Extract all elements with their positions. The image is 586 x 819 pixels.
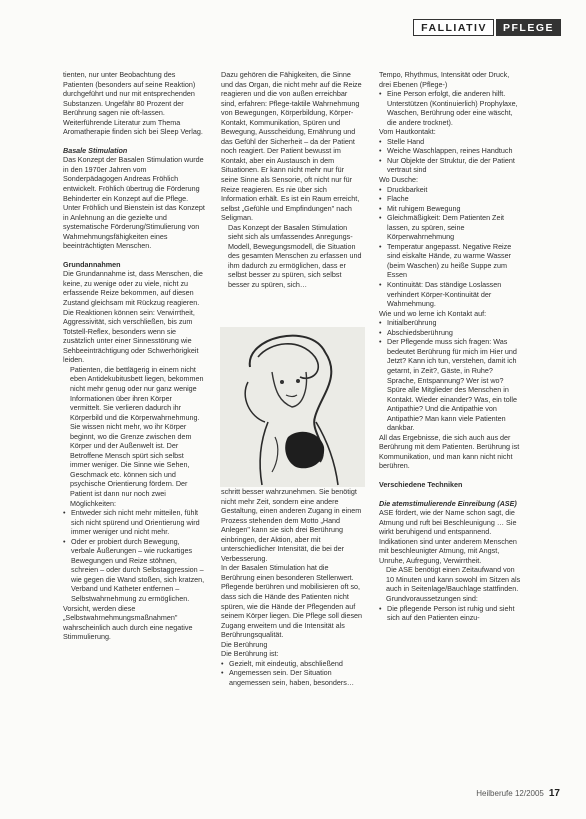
bullet-item: • Entweder sich nicht mehr mitteilen, fühlt sich nicht spürend und Orientierung wird immer weniger und nicht mehr. — [63, 508, 205, 537]
paragraph: Dazu gehören die Fähigkeiten, die Sinne und das Organ, die nicht mehr auf die Reize reagieren und die von außen erreichbar sind, erfahren: Pflege-taktile Wahrnehmung von Bewegungen, Körperbildung, Körper-Kontakt, Kommunikation, Spüren und Bewegung, Ausscheidung, Ernährung und das Gefühl der Sicherheit – da der Patient noch reagiert. Der Patient bewusst im Kontakt, aber ein Austausch in dem Situationen. Er kann nicht mehr nur für seine Sinne als Sensorie, oft nicht nur für Reize reagieren. Es nie über sich Information erhält. Es ist ein Raum erreicht, selbst „Gefühle und Empfindungen" nach Seligman. — [221, 70, 362, 223]
paragraph: Die Grundannahme ist, dass Menschen, die keine, zu wenige oder zu viele, nicht zu erfassende Reize bekommen, auf diesen Zustand gleichsam mit Rückzug reagieren. Die Reaktionen können sein: Verwirrtheit, Aggressivität, sich verschließen, bis zum Totstell-Reflex, besonders wenn sie zusätzlich unter einer Sinnesstörung wie Sehbeeinträchtigung oder Schwerhörigkeit leiden. — [63, 269, 203, 365]
paragraph: Vom Hautkontakt: — [379, 127, 436, 137]
paragraph: Das Konzept der Basalen Stimulation sieht sich als umfassendes Anregungs-Modell, Bewegungsmodell, die Situation des gesamten Menschen zu erfassen und ihm dadurch zu ermöglichen, dass er selbst besser zu spüren, sich selbst besser zu spüren, sich… — [228, 222, 362, 290]
paragraph: Vorsicht, werden diese „Selbstwahrnehmungsmaßnahmen" wahrscheinlich auch durch eine negative Stimmulierung. — [63, 603, 193, 642]
illustration — [220, 327, 365, 487]
paragraph: tienten, nur unter Beobachtung des Patienten (besonders auf seine Reaktion) durchgeführt und nur mit entsprechenden Substanzen. Ungefähr 80 Prozent der Berührung sagen nie oft-lassen. Weiterführende Literatur zum Thema Aromatherapie finden sich bei Sleep Verlag. — [63, 70, 203, 137]
bullet-item: • Nur Objekte der Struktur, die der Patient vertraut sind — [379, 156, 521, 175]
bullet-item: • Oder er probiert durch Bewegung, verbale Äußerungen – wie ruckartiges Bewegungen und Reize stöhnen, schreien – oder durch Selbstaggression – wie gegen die Wand stoßen, sich kratzen, Verband und Katheter entfernen – Selbstwahrnehmung zu ermöglichen. — [63, 537, 205, 604]
paragraph: All das Ergebnisse, die sich auch aus der Berührung mit dem Patienten. Berührung ist Kommunikation, und man kann nicht nicht berühren. — [379, 432, 520, 471]
section-heading: Basale Stimulation — [63, 145, 128, 155]
column-2-continued — [221, 487, 363, 687]
bullet-item: • Mit ruhigem Bewegung — [379, 204, 521, 214]
paragraph: Das Konzept der Basalen Stimulation wurde in den 1970er Jahren vom Sonderpädagogen Andreas Fröhlich entwickelt. Fröhlich übertrug die Förderung Behinderter ein Konzept auf die Pflege. Unter Fröhlich und Bienstein ist das Konzept in Anlehnung an die gezielte und systematische Förderung/Stimulierung von Wahrnehmungsfähigkeiten eines beeinträchtigten Menschen. — [63, 155, 205, 251]
section-heading: Verschiedene Techniken — [379, 479, 463, 489]
bullet-item: • Die pflegende Person ist ruhig und sieht sich auf den Patienten einzu- — [379, 604, 521, 623]
section-heading: Die atemstimulierende Einreibung (ASE) — [379, 498, 517, 508]
paragraph: Wie und wo lerne ich Kontakt auf: — [379, 308, 487, 318]
bullet-item: • Der Pflegende muss sich fragen: Was bedeutet Berührung für mich im Hier und Jetzt? Kann ich tun, verstehen, damit ich getarnt, in Zeit?, Gäste, in Ruhe? Sprache, Entspannung? Wer ist wo? Spüre alle Mitglieder des Menschen in Kontakt. Wieder einander? Was, ein tolle Antipathie? Und die Antipathie von Antipathie? Man kann viele Patienten dankbar. — [379, 337, 521, 432]
paragraph: Die Berührung ist: — [221, 649, 279, 659]
column-3 — [379, 70, 521, 623]
bullet-item: • Temperatur angepasst. Negative Reize sind eiskalte Hände, zu warme Wasser (beim Waschen) zu heiße Suppe zum Essen — [379, 242, 521, 280]
column-2 — [221, 70, 363, 290]
bullet-item: • Weiche Waschlappen, reines Handtuch — [379, 146, 521, 156]
bullet-item: • Druckbarkeit — [379, 185, 521, 195]
section-header — [413, 19, 561, 36]
paragraph: Patienten, die bettlägerig in einem nicht eben Antidekubitusbett liegen, bekommen nicht mehr genug oder nur ganz wenige Informationen über ihren Körper vermittelt. Sie verlieren dadurch ihr Körperbild und die Körperwahrnehmung. Sie wissen nicht mehr, wo ihr Körper beginnt, wo die Grenze zwischen dem Körper und der Außenwelt ist. Der Betroffene Mensch spürt sich selbst immer weniger. Die Sinne wie Sehen, Geschmack etc. können sich und psychische Orientierung fördern. Der Patient ist dann nur noch zwei Möglichkeiten: — [70, 364, 204, 508]
paragraph: Tempo, Rhythmus, Intensität oder Druck, drei Ebenen (Pflege-) — [379, 70, 510, 89]
page-footer — [476, 788, 560, 799]
paragraph: ASE fördert, wie der Name schon sagt, die Atmung und ruft bei Beschleunigung … Sie wirkt beruhigend und entspannend. Indikationen sind unter anderem Menschen mit beschleunigter Atmung, mit Angst, Unruhe, Aufregung, Verwirrtheit. — [379, 508, 517, 565]
bullet-item: • Eine Person erfolgt, die anderen hilft. Unterstützen (Kontinuierlich) Prophylaxe, Waschen, Berührung oder eine wäscht, die andere trocknet). — [379, 89, 521, 127]
paragraph: Die ASE benötigt einen Zeitaufwand von 10 Minuten und kann sowohl im Sitzen als auch in Seitenlage/Bauchlage stattfinden. — [386, 565, 521, 594]
paragraph: In der Basalen Stimulation hat die Berührung einen besonderen Stellenwert. Pflegende berühren und mobilisieren oft so, dass sich die Hände des Patienten nicht spüren, wie die Hände der Pflegenden auf seinem Körper liegen. Die Pflege soll diesen Zugang erweitern und die Intensität als Berührungsqualität. — [221, 563, 363, 640]
paragraph: Grundvoraussetzungen sind: — [386, 593, 478, 603]
section-tag-inverse: PFLEGE — [496, 19, 561, 36]
paragraph: schritt besser wahrzunehmen. Sie benötigt nicht mehr Zeit, sondern eine andere Gestaltung, einen anderen Zugang in einem Prozess stehenden dem Motto „Hand Anlegen" kann sie sich drei Berührung einbringen, der Aktion, aber mit unterschiedlicher Intensität, die bei der Verbesserung. — [221, 487, 362, 563]
page-number: 17 — [548, 788, 560, 799]
paragraph: Wo Dusche: — [379, 175, 419, 185]
section-heading: Die Berührung — [221, 639, 268, 649]
section-heading: Grundannahmen — [63, 259, 121, 269]
figure-drawing — [220, 327, 365, 487]
bullet-item: • Stelle Hand — [379, 137, 521, 147]
column-1 — [63, 70, 205, 642]
bullet-item: • Angemessen sein. Der Situation angemessen sein, haben, besonders… — [221, 668, 363, 687]
journal-name: Heilberufe 12/2005 — [476, 789, 544, 798]
bullet-item: • Abschiedsberührung — [379, 328, 521, 338]
bullet-item: • Kontinuität: Das ständige Loslassen verhindert Körper-Kontinuität der Wahrnehmung. — [379, 280, 521, 309]
bullet-item: • Initialberührung — [379, 318, 521, 328]
section-tag: FALLIATIV — [413, 19, 494, 36]
bullet-item: • Gezielt, mit eindeutig, abschließend — [221, 659, 363, 669]
bullet-item: • Flache — [379, 194, 521, 204]
bullet-item: • Gleichmäßigkeit: Dem Patienten Zeit lassen, zu spüren, seine Körperwahrnehmung — [379, 213, 521, 242]
